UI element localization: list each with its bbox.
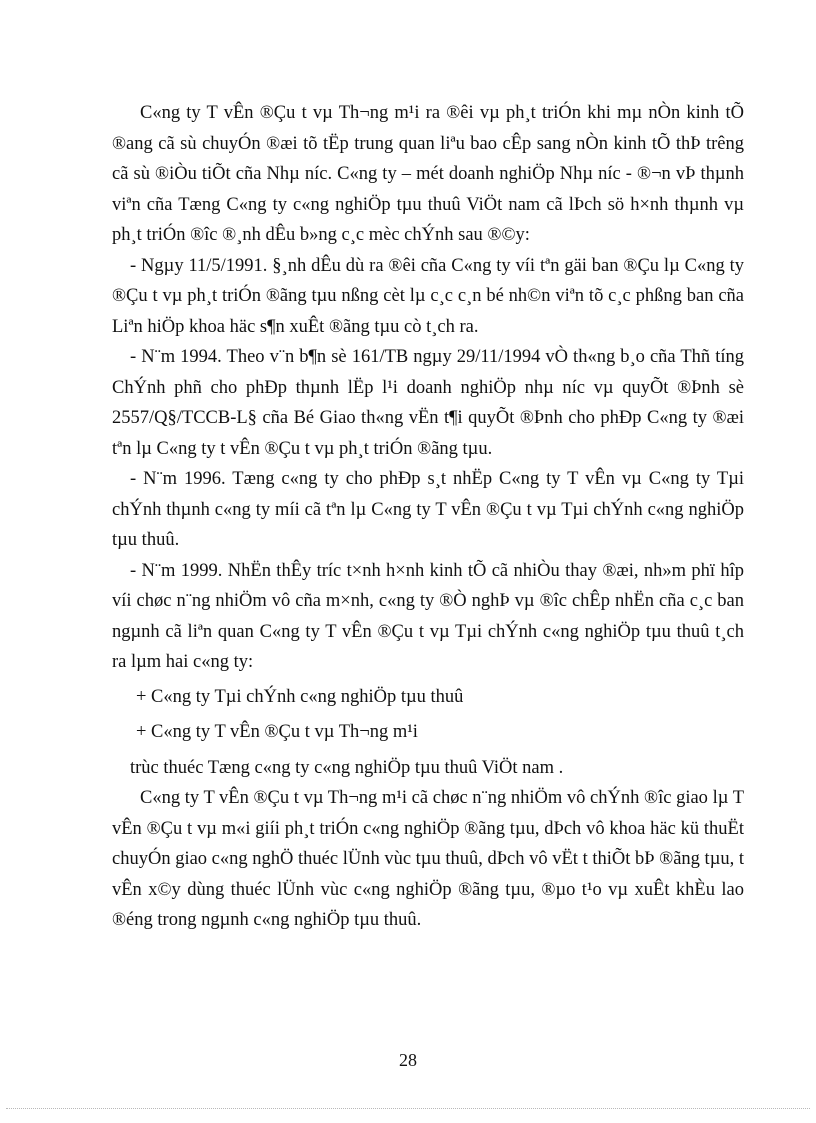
paragraph-closing: C«ng ty T vÊn ®Çu t vµ Th¬ng m¹i cã chøc n¨ng nhiÖm vô chÝnh ®îc giao lµ T vÊn ®Çu t vµ m«i giíi ph¸t triÓn c«ng nghiÖp ®ãng tµu, dÞch vô khoa häc kü thuËt chuyÓn giao c«ng nghÖ thuéc lÜnh vùc tµu thuû, dÞch vô vËt t thiÕt bÞ ®ãng tµu, t vÊn x©y dùng thuéc lÜnh vùc c«ng nghiÖp ®ãng tµu, ®µo t¹o vµ xuÊt khÈu lao ®éng trong ngµnh c«ng nghiÖp tµu thuû. — [112, 788, 744, 930]
list-item: + C«ng ty Tµi chÝnh c«ng nghiÖp tµu thuû — [136, 686, 464, 707]
paragraph-1991: - Ngµy 11/5/1991. §¸nh dÊu dù ra ®êi cña C«ng ty víi tªn gäi ban ®Çu lµ C«ng ty ®Çu t vµ ph¸t triÓn ®ãng tµu nßng cèt lµ c¸c c¸n bé nh©n viªn tõ c¸c phßng ban cña Liªn hiÖp khoa häc s¶n xuÊt ®ãng tµu cò t¸ch ra. — [112, 255, 744, 337]
paragraph-1994: - N¨m 1994. Theo v¨n b¶n sè 161/TB ngµy 29/11/1994 vÒ th«ng b¸o cña Thñ tíng ChÝnh phñ cho phÐp thµnh lËp l¹i doanh nghiÖp nhµ níc vµ quyÕt ®Þnh sè 2557/Q§/TCCB-L§ cña Bé Giao th«ng vËn t¶i quyÕt ®Þnh cho phÐp C«ng ty ®æi tªn lµ C«ng ty t vÊn ®Çu t vµ ph¸t triÓn ®ãng tµu. — [112, 347, 744, 459]
bottom-divider — [6, 1108, 810, 1109]
paragraph-1999: - N¨m 1999. NhËn thÊy tríc t×nh h×nh kinh tÕ cã nhiÒu thay ®æi, nh»m phï hîp víi chøc n¨ng nhiÖm vô cña m×nh, c«ng ty ®Ò nghÞ vµ ®îc chÊp nhËn cña c¸c ban ngµnh cã liªn quan C«ng ty T vÊn ®Çu t vµ Tµi chÝnh c«ng nghiÖp tµu thuû t¸ch ra lµm hai c«ng ty: — [112, 560, 744, 672]
list-note: trùc thuéc Tæng c«ng ty c«ng nghiÖp tµu thuû ViÖt nam . — [130, 757, 564, 778]
page-number: 28 — [399, 1050, 417, 1070]
paragraph-intro: C«ng ty T vÊn ®Çu t vµ Th¬ng m¹i ra ®êi vµ ph¸t triÓn khi mµ nÒn kinh tÕ ®ang cã sù chuyÓn ®æi tõ tËp trung quan liªu bao cÊp sang nÒn kinh tÕ thÞ trêng cã sù ®iÒu tiÕt cña Nhµ níc. C«ng ty – mét doanh nghiÖp Nhµ níc - ®¬n vÞ thµnh viªn cña Tæng C«ng ty c«ng nghiÖp tµu thuû ViÖt nam cã lÞch sö h×nh thµnh vµ ph¸t triÓn ®îc ®¸nh dÊu b»ng c¸c mèc chÝnh sau ®©y: — [112, 103, 744, 245]
paragraph-1996: - N¨m 1996. Tæng c«ng ty cho phÐp s¸t nhËp C«ng ty T vÊn vµ C«ng ty Tµi chÝnh thµnh c«ng ty míi cã tªn lµ C«ng ty T vÊn ®Çu t vµ Tµi chÝnh c«ng nghiÖp tµu thuû. — [112, 469, 744, 550]
list-item: + C«ng ty T vÊn ®Çu t vµ Th¬ng m¹i — [136, 722, 418, 742]
body-text — [112, 98, 744, 936]
